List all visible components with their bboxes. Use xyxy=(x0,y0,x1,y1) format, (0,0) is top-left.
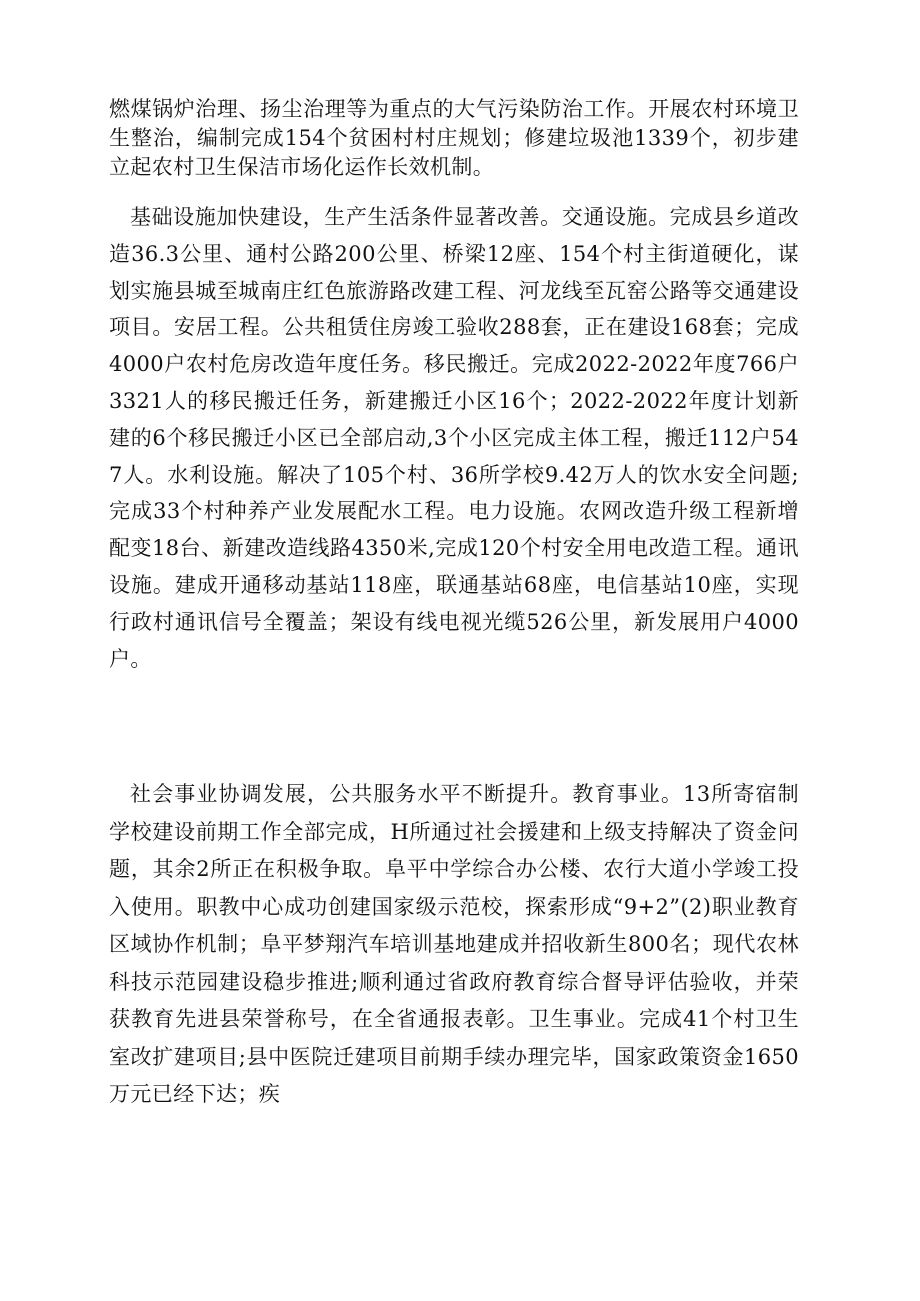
paragraph-social-services: 社会事业协调发展，公共服务水平不断提升。教育事业。13所寄宿制学校建设前期工作全部完成，H所通过社会援建和上级支持解决了资金问题，其余2所正在积极争取。阜平中学综合办公楼、农行大道小学竣工投入使用。职教中心成功创建国家级示范校，探索形成“9+2”(2)职业教育区域协作机制；阜平梦翔汽车培训基地建成并招收新生800名；现代农林科技示范园建设稳步推进;顺利通过省政府教育综合督导评估验收，并荣获教育先进县荣誉称号，在全省通报表彰。卫生事业。完成41个村卫生室改扩建项目;县中医院迁建项目前期手续办理完毕，国家政策资金1650万元已经下达；疾 xyxy=(109,782,799,1106)
paragraph-infrastructure: 基础设施加快建设，生产生活条件显著改善。交通设施。完成县乡道改造36.3公里、通村公路200公里、桥梁12座、154个村主街道硬化，谋划实施县城至城南庄红色旅游路改建工程、河龙线至瓦窑公路等交通建设项目。安居工程。公共租赁住房竣工验收288套，正在建设168套；完成4000户农村危房改造年度任务。移民搬迁。完成2022-2022年度766户3321人的移民搬迁任务，新建搬迁小区16个；2022-2022年度计划新建的6个移民搬迁小区已全部启动,3个小区完成主体工程，搬迁112户547人。水利设施。解决了105个村、36所学校9.42万人的饮水安全问题;完成33个村种养产业发展配水工程。电力设施。农网改造升级工程新增配变18台、新建改造线路4350米,完成120个村安全用电改造工程。通讯设施。建成开通移动基站118座，联通基站68座，电信基站10座，实现行政村通讯信号全覆盖；架设有线电视光缆526公里，新发展用户4000户。 xyxy=(109,205,799,671)
paragraph-rural-environment: 燃煤锅炉治理、扬尘治理等为重点的大气污染防治工作。开展农村环境卫生整治，编制完成154个贫困村村庄规划；修建垃圾池1339个，初步建立起农村卫生保洁市场化运作长效机制。 xyxy=(109,97,799,179)
